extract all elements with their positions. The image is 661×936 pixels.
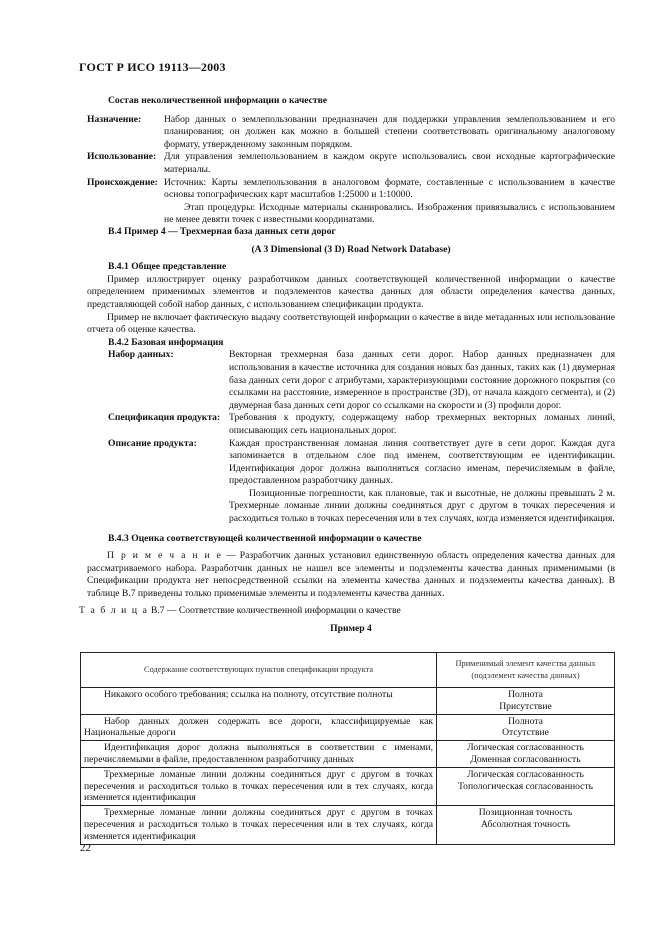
subelement-name: Доменная согласованность [470,753,581,765]
table-header-row [81,653,615,688]
lineage-text-2: Этап процедуры: Исходные материалы сканировались. Изображения привязывались с использованием не менее девяти точек с известными координатами. [164,201,615,226]
table-cell-content: Трехмерные ломаные линии должны соединяться друг с другом в точках пересечения и расходиться только в точках пересечения или в тех случаях, когда изменяется идентификация [81,806,437,844]
note-paragraph [87,550,615,600]
table-caption-label: Т а б л и ц а [79,604,149,616]
lineage-row [87,177,615,227]
dataset-row [87,349,615,412]
subelement-name: Отсутствие [502,727,549,739]
table-row [81,767,615,805]
example4-subheading: (A 3 Dimensional (3 D) Road Network Database) [251,243,451,255]
dataset-text: Векторная трехмерная база данных сети дорог. Набор данных предназначен для использования в качестве источника для создания новых баз данных, таких как (1) двумерная база данных сети дорог с атрибутами, характеризующими состояние дорожного покрытия (со ссылками на расстояние, измеренное в пространстве (3D), от начала каждого сегмента), и (2) двумерная база данных сети дорог со ссылками на скорости и (3) профили дорог. [229,349,615,411]
quality-table [80,652,615,845]
table-header-element: Применимый элемент качества данных (подэлемент качества данных) [437,653,615,688]
dataset-label: Набор данных: [108,349,174,361]
table-cell-element [437,688,615,715]
element-name: Полнота [508,715,543,727]
table-header-content: Содержание соответствующих пунктов спецификации продукта [81,653,437,688]
purpose-row [87,114,615,152]
table-cell-content: Идентификация дорог должна выполняться в соответствии с именами, перечисляемыми в файле, предоставленном разработчику данных [81,741,437,768]
table-cell-element [437,714,615,741]
element-name: Логическая согласованность [467,768,584,780]
subelement-name: Присутствие [499,700,552,712]
purpose-label: Назначение: [87,113,142,125]
note-label: П р и м е ч а н и е [107,550,223,562]
table-cell-element [437,741,615,768]
purpose-text: Набор данных о землепользовании предназначен для поддержки управления землепользованием и его планирования; он должен как можно в большей степени соответствовать оригинальному аналоговому формату, утвержденному законным порядком. [164,113,615,150]
table-row [81,741,615,768]
usage-text: Для управления землепользованием в каждом округе использовались свои исходные картографические материалы. [164,151,615,175]
table-row [81,806,615,844]
page-number: 22 [80,842,91,854]
lineage-text: Источник: Карты землепользования в аналоговом формате, составленные с использованием в качестве основы топографических карт масштабов 1:25000 и 1:10000. [164,176,615,201]
usage-label: Использование: [87,151,157,163]
example4-section [79,226,615,636]
spec-text: Требования к продукту, содержащему набор трехмерных векторных ломаных линий, описывающих сеть национальных дорог. [229,412,615,436]
table-caption-text: В.7 — Соответствие количественной информации о качестве [148,604,401,616]
section-b41-para-1: Пример иллюстрирует оценку разработчиком данных соответствующей количественной информации о качестве определением применимых элементов и подэлементов качества данных для области определения качества данных, представляющей собой набор данных, с использованием спецификации продукта. [87,273,615,310]
table-cell-element [437,767,615,805]
section-b41-para-2: Пример не включает фактическую выдачу соответствующей информации о качестве в виде метаданных или использование отчета об оценке качества. [87,311,615,336]
table-cell-content: Набор данных должен содержать все дороги, классифицируемые как Национальные дороги [81,714,437,741]
table-cell-content: Никакого особого требования; ссылка на полноту, отсутствие полноты [81,688,437,715]
desc-text: Каждая пространственная ломаная линия соответствует дуге в сети дорог. Каждая дуга запоминается в отдельном слое под именем, соответствующим ее идентификации. Идентификация дорог должна выполняться согласно именам, перечисляемым в файле, предоставленном разработчику данных. [229,437,615,487]
subelement-name: Абсолютная точность [481,818,570,830]
lineage-label: Происхождение: [87,176,158,188]
section-b42-title: В.4.2 Базовая информация [108,336,224,348]
note-text: — Разработчик данных установил единственную область определения качества данных для рассматриваемого набора. Разработчик данных не нашел все элементы и подэлементы качества данных применимыми (в Спецификации продукта нет непосредственной ссылки на элементы качества данных и подэлементы качества данных). В таблице В.7 приведены только применимые элементы и подэлементы качества данных. [87,550,615,600]
spec-label: Спецификация продукта: [108,412,221,424]
standard-header: ГОСТ Р ИСО 19113—2003 [79,60,226,74]
desc-text-2: Позиционные погрешности, как плановые, так и высотные, не должны превышать 2 м. Трехмерные ломаные линии должны соединяться друг с другом в точках пересечения и расходиться только в точках пересечения или в тех случаях, когда изменяется идентификация. [229,487,615,525]
element-name: Позиционная точность [478,807,573,819]
noncomp-section [87,95,615,227]
noncomp-title: Состав неколичественной информации о качестве [108,95,328,106]
usage-row [87,151,615,176]
element-name: Логическая согласованность [467,742,584,754]
section-b41-title: В.4.1 Общее представление [108,261,227,273]
element-name: Полнота [508,689,543,700]
desc-row [87,438,615,526]
table-title: Пример 4 [330,623,372,635]
subelement-name: Топологическая согласованность [458,780,593,792]
example4-heading: В.4 Пример 4 — Трехмерная база данных сети дорог [108,226,336,237]
table-cell-content: Трехмерные ломаные линии должны соединяться друг с другом в точках пересечения и расходиться только в точках пересечения или в тех случаях, когда изменяется идентификация [81,767,437,805]
table-caption [79,605,615,618]
section-b43-title: В.4.3 Оценка соответствующей количественной информации о качестве [108,532,422,544]
spec-row [87,412,615,437]
table-row [81,714,615,741]
table-cell-element [437,806,615,844]
table-row [81,688,615,715]
desc-label: Описание продукта: [108,437,197,449]
